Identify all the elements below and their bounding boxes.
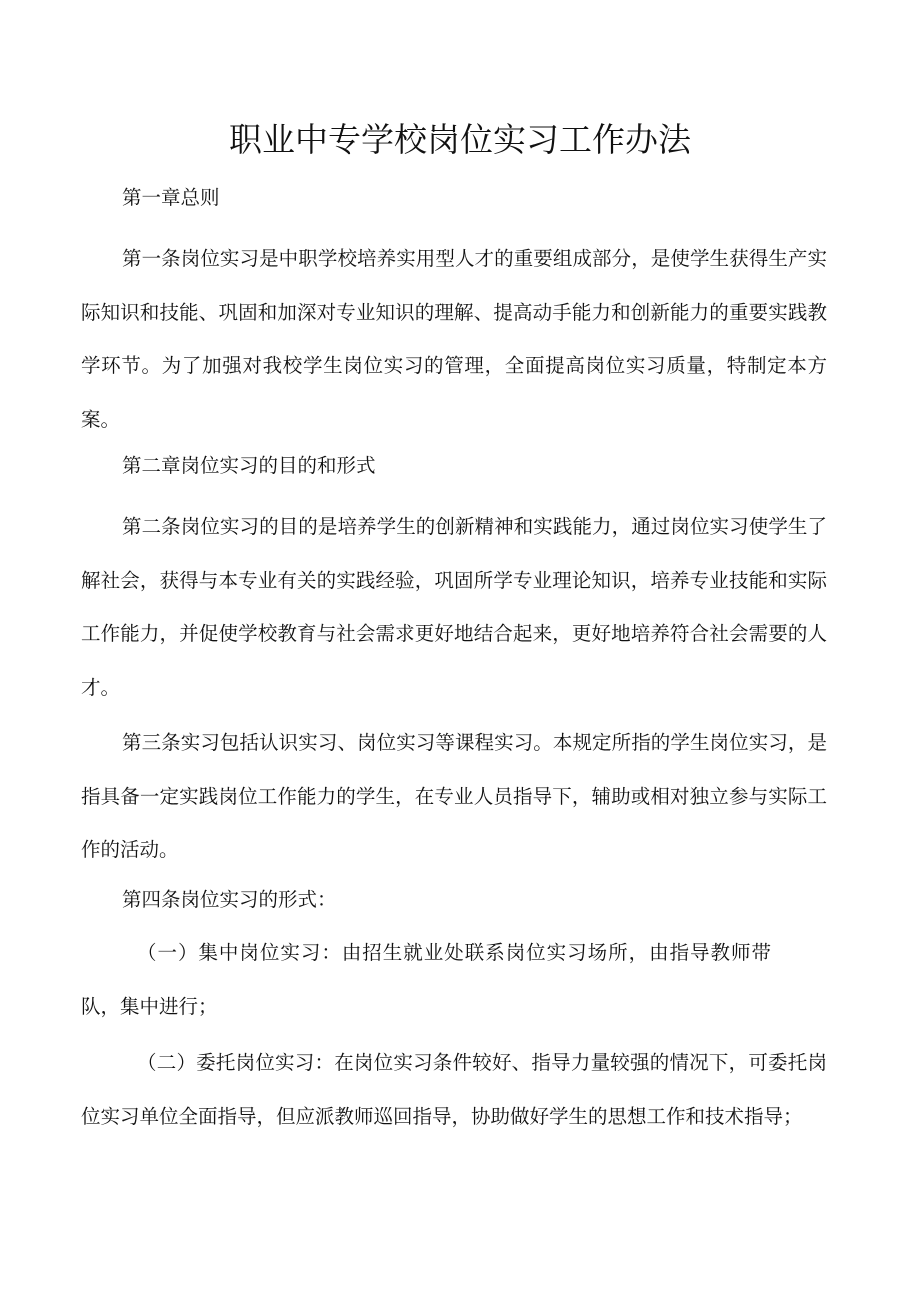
article-4-heading: 第四条岗位实习的形式：: [122, 888, 337, 911]
article-3-paragraph: 第三条实习包括认识实习、岗位实习等课程实习。本规定所指的学生岗位实习，是指具备一定实践岗位工作能力的学生，在专业人员指导下，辅助或相对独立参与实际工作的活动。: [81, 731, 827, 861]
article-4-item-2: （二）委托岗位实习：在岗位实习条件较好、指导力量较强的情况下，可委托岗位实习单位全面指导，但应派教师巡回指导，协助做好学生的思想工作和技术指导；: [81, 1051, 827, 1128]
article-2-paragraph: 第二条岗位实习的目的是培养学生的创新精神和实践能力，通过岗位实习使学生了解社会，获得与本专业有关的实践经验，巩固所学专业理论知识，培养专业技能和实际工作能力，并促使学校教育与社会需求更好地结合起来，更好地培养符合社会需要的人才。: [81, 515, 827, 699]
article-4-item-1: （一）集中岗位实习：由招生就业处联系岗位实习场所，由指导教师带队，集中进行；: [81, 941, 771, 1018]
article-1-paragraph: 第一条岗位实习是中职学校培养实用型人才的重要组成部分，是使学生获得生产实际知识和技能、巩固和加深对专业知识的理解、提高动手能力和创新能力的重要实践教学环节。为了加强对我校学生岗位实习的管理，全面提高岗位实习质量，特制定本方案。: [81, 247, 827, 431]
document-title: 职业中专学校岗位实习工作办法: [229, 120, 691, 159]
chapter-2-heading: 第二章岗位实习的目的和形式: [122, 454, 376, 477]
chapter-1-heading: 第一章总则: [122, 186, 220, 209]
